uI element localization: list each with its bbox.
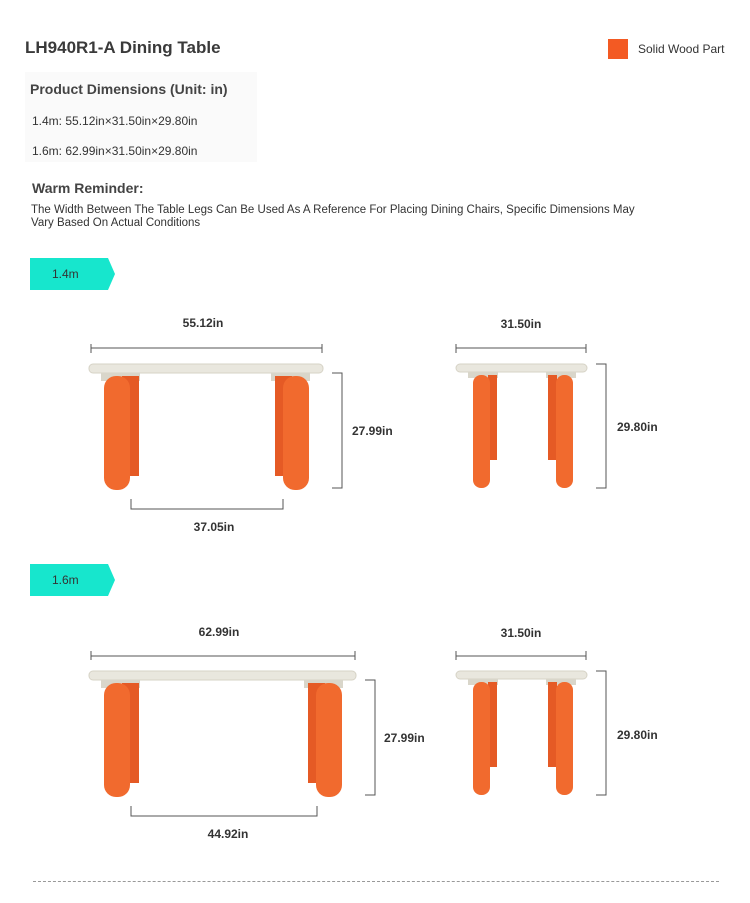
front-view	[89, 316, 393, 534]
front-height-label: 27.99in	[384, 731, 425, 745]
reminder-title: Warm Reminder:	[32, 180, 144, 196]
side-height-label: 29.80in	[617, 728, 658, 742]
front-height-label: 27.99in	[352, 424, 393, 438]
side-width-line	[456, 651, 586, 660]
leg-gap-label: 37.05in	[193, 520, 235, 534]
front-width-line	[91, 651, 355, 660]
table-leg	[556, 682, 573, 795]
table-leg	[548, 375, 557, 460]
page-title: LH940R1-A Dining Table	[25, 38, 221, 57]
side-view	[456, 317, 658, 488]
table-leg	[104, 683, 130, 797]
table-top	[89, 364, 323, 373]
table-top	[89, 671, 356, 680]
side-view	[456, 626, 658, 795]
table-leg	[104, 376, 130, 490]
diagram-1-4m	[0, 300, 750, 550]
side-height-line	[596, 364, 606, 488]
size-tag-1-6m	[30, 564, 115, 596]
table-top	[456, 364, 587, 372]
table-leg	[473, 375, 490, 488]
table-leg	[283, 376, 309, 490]
leg-gap-line	[131, 499, 283, 509]
front-view	[89, 625, 425, 841]
table-leg	[548, 682, 557, 767]
leg-gap-line	[131, 806, 317, 816]
legend-swatch	[608, 39, 628, 59]
table-leg	[556, 375, 573, 488]
side-width-label: 31.50in	[500, 626, 542, 640]
tag-label: 1.4m	[52, 267, 79, 281]
dimensions-title: Product Dimensions (Unit: in)	[30, 81, 228, 97]
leg-gap-label: 44.92in	[207, 827, 249, 841]
dimension-line-1-6m: 1.6m: 62.99in×31.50in×29.80in	[32, 144, 198, 158]
side-height-line	[596, 671, 606, 795]
tag-label: 1.6m	[52, 573, 79, 587]
size-tag-1-4m	[30, 258, 115, 290]
diagram-1-6m	[0, 608, 750, 858]
legend	[608, 39, 725, 59]
reminder-text: The Width Between The Table Legs Can Be Used As A Reference For Placing Dining Chairs, Specific Dimensions May Vary Based On Actual Conditions	[31, 204, 635, 229]
front-width-label: 55.12in	[182, 316, 224, 330]
table-top	[456, 671, 587, 679]
side-width-line	[456, 344, 586, 353]
table-leg	[473, 682, 490, 795]
dimension-line-1-4m: 1.4m: 55.12in×31.50in×29.80in	[32, 114, 198, 128]
legend-label: Solid Wood Part	[638, 42, 725, 56]
front-height-line	[332, 373, 342, 488]
footer-divider	[33, 881, 719, 882]
side-height-label: 29.80in	[617, 420, 658, 434]
front-width-label: 62.99in	[198, 625, 240, 639]
front-height-line	[365, 680, 375, 795]
side-width-label: 31.50in	[500, 317, 542, 331]
table-leg	[316, 683, 342, 797]
front-width-line	[91, 344, 322, 353]
